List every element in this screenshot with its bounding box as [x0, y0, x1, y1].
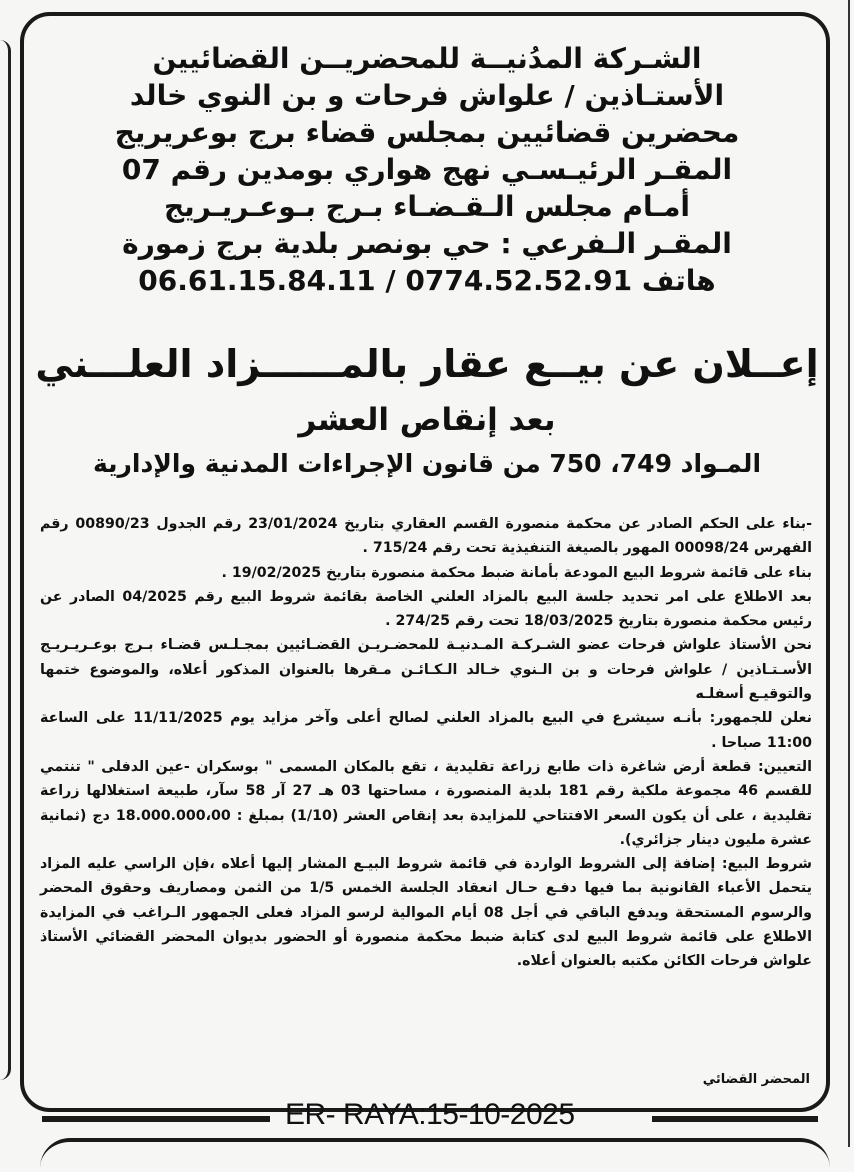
- body-paragraph: نحن الأستاذ علواش فرحات عضو الشـركـة المـدنيـة للمحضـريـن القضـائيين بمجـلـس قضـاء بـرج بوعـريـريـج الأسـتـاذين / علواش فرحات و بن الـنوي خـالد الـكـائـن مـقرها بالعنوان المذكور أعلاه، والموضوع ختمها والتوقيـع أسفلـه: [40, 637, 812, 703]
- body-paragraph: بناء على قائمة شروط البيع المودعة بأمانة ضبط محكمة منصورة بتاريخ 19/02/2025 .: [221, 564, 812, 581]
- footer-rule-right: [652, 1116, 818, 1122]
- body-paragraph: التعيين: قطعة أرض شاغرة ذات طابع زراعة تقليدية ، تقع بالمكان المسمى " بوسكران -عين الدفلى " تنتمي للقسم 46 مجموعة ملكية رقم 181 بلدية المنصورة ، مساحتها 03 هـ 27 آر 58 سآر، طبيعة استغلالها زراعة تقليدية ، على أن يكون السعر الافتتاحي للمزايدة بعد إنقاص العشر (1/10) بمبلغ : 18.000.000،00 دج (ثمانية عشرة مليون دينار جزائري).: [40, 758, 812, 848]
- header-line: المقـر الرئيـسـي نهج هواري بومدين رقم 07: [121, 153, 733, 186]
- publication-source: ER- RAYA:15-10-2025: [285, 1098, 575, 1131]
- header-line: الأستـاذين / علواش فرحات و بن النوي خالد: [129, 79, 725, 112]
- footer-rule-left: [42, 1116, 270, 1122]
- header-line: محضرين قضائيين بمجلس قضاء برج بوعريريج: [114, 116, 740, 149]
- next-frame-edge: [40, 1138, 830, 1172]
- header-line: أمـام مجلس الـقـضـاء بـرج بـوعـريـريج: [163, 190, 691, 223]
- body-paragraph: -بناء على الحكم الصادر عن محكمة منصورة القسم العقاري بتاريخ 23/01/2024 رقم الجدول 00890/23 رقم الفهرس 00098/24 المهور بالصيغة التنفيذية تحت رقم 715/24 .: [40, 516, 812, 557]
- phone-line: هاتف 0774.52.52.91 / 06.61.15.84.11: [138, 264, 716, 297]
- body-paragraph: بعد الاطلاع على امر تحديد جلسة البيع بالمزاد العلني الخاصة بقائمة شروط البيع رقم 04/2025 الصادر عن رئيس محكمة منصورة بتاريخ 18/03/2025 تحت رقم 274/25 .: [40, 588, 812, 630]
- header-line: الشـركة المدُنيــة للمحضريــن القضائيين: [152, 42, 702, 75]
- header-line: المقـر الـفرعي : حي بونصر بلدية برج زمورة: [122, 227, 732, 260]
- legal-articles: المـواد 749، 750 من قانون الإجراءات المدنية والإدارية: [92, 449, 762, 478]
- footer: [0, 1094, 854, 1140]
- announcement-subtitle: بعد إنقاص العشر: [298, 402, 556, 438]
- adjacent-column-edge: [0, 40, 11, 1080]
- page-edge: [848, 0, 854, 1147]
- body-paragraph: نعلن للجمهور: بأنـه سيشرع في البيع بالمزاد العلني لصالح أعلى وآخر مزايد يوم 11/11/2025 على الساعة 11:00 صباحا .: [40, 710, 813, 751]
- announcement-title: إعــلان عن بيــع عقار بالمــــــزاد العلـــني: [35, 342, 819, 386]
- announcement-body: [40, 512, 812, 974]
- company-header: [40, 40, 814, 299]
- signature-label: المحضر القضائي: [702, 1072, 810, 1087]
- body-paragraph: شروط البيع: إضافة إلى الشروط الواردة في قائمة شروط البيـع المشار إليها أعلاه ،فإن الراسي عليه المزاد يتحمل الأعباء القانونية بما فيها دفـع حـال انعقاد الجلسة الخمس 1/5 من الثمن ومصاريف وحقوق المحضر والرسوم المستحقة ويدفع الباقي في أجل 08 أيام الموالية لرسو المزاد فعلى الجمهور الـراغب في المزايدة الاطلاع على قائمة شروط البيع لدى كتابة ضبط محكمة منصورة أو الحضور بديوان المحضر القضائي الأستاذ علواش فرحات الكائن مكتبه بالعنوان أعلاه.: [40, 856, 813, 970]
